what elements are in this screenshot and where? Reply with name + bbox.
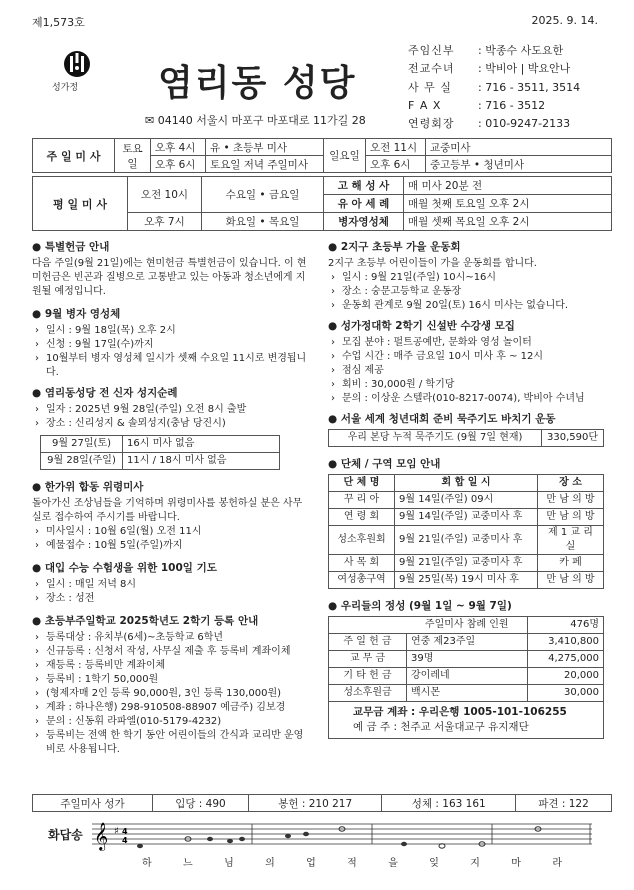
staff-role: 전교수녀 bbox=[408, 62, 455, 76]
section-text: 2지구 초등부 어린이들이 가을 운동회를 합니다. bbox=[328, 258, 537, 269]
address-text: 04140 서울시 마포구 마포대로 11가길 28 bbox=[157, 114, 366, 127]
staff-row: 사 무 실 : 716 - 3511, 3514 bbox=[408, 79, 580, 97]
infant-baptism-time: 매월 첫째 토요일 오후 2시 bbox=[404, 195, 612, 213]
table-cell: 9월 28일(주일) bbox=[41, 453, 123, 470]
table-header: 단 체 명 bbox=[329, 475, 395, 492]
sat-mass-1: 유 • 초등부 미사 bbox=[206, 139, 324, 156]
table-cell: 연중 제23주일 bbox=[407, 634, 528, 651]
list-item: › 미사일시 : 10월 6일(월) 오전 11시 bbox=[32, 525, 310, 539]
staff-list bbox=[408, 42, 580, 133]
table-cell: 만 남 의 방 bbox=[538, 572, 604, 589]
parish-logo bbox=[48, 50, 106, 106]
table-cell: 30,000 bbox=[528, 685, 604, 702]
table-cell: 9월 25일(목) 19시 미사 후 bbox=[395, 572, 538, 589]
list-item: › 계좌 : 하나은행) 298-910508-88907 예금주) 김보경 bbox=[32, 701, 310, 715]
list-item: › (형제자매 2인 등록 90,000원, 3인 등록 130,000원) bbox=[32, 687, 310, 701]
sick-communion-label: 병자영성체 bbox=[324, 213, 404, 231]
sun-mass-1: 교중미사 bbox=[426, 139, 612, 156]
section-title: ● 염리동성당 전 신자 성지순례 bbox=[32, 386, 310, 400]
table-cell: 만 남 의 방 bbox=[538, 509, 604, 526]
table-cell: 3,410,800 bbox=[528, 634, 604, 651]
list-item: › 모집 분야 : 펄트공예반, 문화와 영성 놀이터 bbox=[328, 336, 612, 350]
section-title: ● 단체 / 구역 모임 안내 bbox=[328, 457, 612, 471]
weekday-mass-table bbox=[32, 176, 612, 231]
table-row bbox=[329, 492, 604, 509]
lyric-syllable: 의 bbox=[265, 858, 275, 869]
sun-mass-1-time: 오전 11시 bbox=[366, 139, 426, 156]
sick-communion-time: 매월 셋째 목요일 오후 2시 bbox=[404, 213, 612, 231]
hymn-cell: 입당 : 490 bbox=[153, 795, 249, 812]
staff-role: 주임신부 bbox=[408, 44, 455, 57]
issue-number: 제1,573호 bbox=[32, 16, 85, 29]
section-title: ● 우리들의 정성 (9월 1일 ~ 9월 7일) bbox=[328, 599, 612, 613]
table-cell: 만 남 의 방 bbox=[538, 492, 604, 509]
holy-family-icon bbox=[48, 50, 106, 80]
staff-row: 주임신부 : 박종수 사도요한 bbox=[408, 42, 580, 60]
confession-label: 고 해 성 사 bbox=[324, 177, 404, 195]
weekday-2-time: 오후 7시 bbox=[128, 213, 202, 231]
table-header: 장 소 bbox=[538, 475, 604, 492]
list-item: › 장소 : 신리성지 & 솔뫼성지(충남 당진시) bbox=[32, 417, 310, 431]
table-cell: 교 무 금 bbox=[329, 651, 407, 668]
list-item: › 일자 : 2025년 9월 28일(주일) 오전 8시 출발 bbox=[32, 403, 310, 417]
section-title: ● 대입 수능 수험생을 위한 100일 기도 bbox=[32, 561, 310, 575]
table-row bbox=[329, 572, 604, 589]
logo-caption: 성가정 bbox=[52, 83, 79, 93]
lyric-syllable: 잊 bbox=[429, 858, 439, 869]
table-cell: 꾸 리 아 bbox=[329, 492, 395, 509]
confession-time: 매 미사 20분 전 bbox=[404, 177, 612, 195]
list-item: › 일시 : 9월 21일(주일) 10시~16시 bbox=[328, 271, 612, 285]
pilgrimage-table bbox=[40, 435, 280, 470]
lyric-syllable: 라 bbox=[552, 858, 562, 869]
list-item: › 등록비 : 1학기 50,000원 bbox=[32, 673, 310, 687]
section-title: ● 서울 세계 청년대회 준비 묵주기도 바치기 운동 bbox=[328, 412, 612, 426]
hymn-cell: 파견 : 122 bbox=[516, 795, 612, 812]
svg-text:4: 4 bbox=[122, 836, 128, 845]
saturday-label: 토요일 bbox=[115, 139, 151, 173]
sunday-mass-label: 주 일 미 사 bbox=[33, 139, 115, 173]
list-item: › 수업 시간 : 매주 금요일 10시 미사 후 ~ 12시 bbox=[328, 350, 612, 364]
right-column bbox=[328, 240, 612, 739]
list-item: › 운동회 관계로 9월 20일(토) 16시 미사는 없습니다. bbox=[328, 299, 612, 313]
list-item: › 예물접수 : 10월 5일(주일)까지 bbox=[32, 539, 310, 553]
hymn-cell: 봉헌 : 210 217 bbox=[248, 795, 382, 812]
parish-address bbox=[145, 112, 366, 128]
lyric-syllable: 마 bbox=[511, 858, 521, 869]
table-cell: 9월 21일(주일) 교중미사 후 bbox=[395, 555, 538, 572]
staff-row: F A X : 716 - 3512 bbox=[408, 97, 580, 115]
weekday-mass-label: 평 일 미 사 bbox=[33, 177, 128, 231]
list-item: › 일시 : 매일 저녁 8시 bbox=[32, 578, 310, 592]
hymn-cell: 성체 : 163 161 bbox=[382, 795, 516, 812]
table-cell: 여성총구역 bbox=[329, 572, 395, 589]
section-title: ● 한가위 합동 위령미사 bbox=[32, 480, 310, 494]
list-item: › 장소 : 숭문고등학교 운동장 bbox=[328, 285, 612, 299]
account-box bbox=[328, 702, 604, 739]
staff-value: 716 - 3512 bbox=[485, 98, 546, 112]
table-cell: 9월 21일(주일) 교중미사 후 bbox=[395, 526, 538, 555]
music-staff bbox=[92, 814, 592, 854]
infant-baptism-label: 유 아 세 례 bbox=[324, 195, 404, 213]
table-row bbox=[329, 634, 604, 651]
table-cell: 9월 27일(토) bbox=[41, 436, 123, 453]
section-title: ● 2지구 초등부 가을 운동회 bbox=[328, 240, 612, 254]
parish-title: 염리동 성당 bbox=[158, 63, 357, 104]
table-cell: 성소후원회 bbox=[329, 526, 395, 555]
table-cell: 16시 미사 없음 bbox=[123, 436, 280, 453]
table-cell: 연 령 회 bbox=[329, 509, 395, 526]
sat-mass-2: 토요일 저녁 주일미사 bbox=[206, 156, 324, 173]
table-header: 회 합 일 시 bbox=[395, 475, 538, 492]
lyric-syllable: 을 bbox=[388, 858, 398, 869]
account-holder: 예 금 주 : 천주교 서울대교구 유지재단 bbox=[353, 721, 529, 733]
rosary-label: 우리 본당 누적 묵주기도 (9월 7일 현재) bbox=[329, 430, 542, 447]
table-cell: 기 타 헌 금 bbox=[329, 668, 407, 685]
staff-role: F A X bbox=[408, 98, 442, 112]
attendance-count: 476명 bbox=[528, 617, 604, 634]
table-cell: 주 일 헌 금 bbox=[329, 634, 407, 651]
hymn-cell: 주일미사 성가 bbox=[33, 795, 153, 812]
list-item: › 문의 : 이상운 스텔라(010-8217-0074), 박비아 수녀님 bbox=[328, 392, 612, 406]
attendance-label: 주일미사 참례 인원 bbox=[407, 617, 528, 634]
rosary-count: 330,590단 bbox=[542, 430, 604, 447]
table-cell: 9월 14일(주일) 09시 bbox=[395, 492, 538, 509]
table-cell: 9월 14일(주일) 교중미사 후 bbox=[395, 509, 538, 526]
table-row bbox=[329, 651, 604, 668]
lyric-syllable: 느 bbox=[183, 858, 193, 869]
table-row bbox=[329, 526, 604, 555]
sun-mass-2-time: 오후 6시 bbox=[366, 156, 426, 173]
account-line: 교무금 계좌 : 우리은행 1005-101-106255 bbox=[353, 706, 567, 718]
table-row bbox=[329, 555, 604, 572]
issue-date: 2025. 9. 14. bbox=[531, 14, 598, 27]
list-item: › 등록비는 전액 한 학기 동안 어린이들의 간식과 교리반 운영비로 사용됩니다. bbox=[32, 729, 310, 757]
table-row bbox=[329, 509, 604, 526]
left-column bbox=[32, 240, 310, 757]
table-row bbox=[329, 668, 604, 685]
psalm-music bbox=[32, 814, 612, 874]
list-item: › 회비 : 30,000원 / 학기당 bbox=[328, 378, 612, 392]
list-item: › 재등록 : 등록비만 계좌이체 bbox=[32, 659, 310, 673]
section-title: ● 특별헌금 안내 bbox=[32, 240, 310, 254]
lyric-syllable: 님 bbox=[224, 858, 234, 869]
table-cell: 4,275,000 bbox=[528, 651, 604, 668]
list-item: › 신청 : 9월 17일(수)까지 bbox=[32, 338, 310, 352]
section-title: ● 9월 병자 영성체 bbox=[32, 307, 310, 321]
list-item: › 일시 : 9월 18일(목) 오후 2시 bbox=[32, 324, 310, 338]
table-cell: 성소후원금 bbox=[329, 685, 407, 702]
lyric-syllable: 업 bbox=[306, 858, 316, 869]
section-text: 돌아가신 조상님들을 기억하며 위령미사를 봉헌하실 분은 사무실로 접수하여 주시기를 바랍니다. bbox=[32, 498, 303, 523]
staff-value: 박종수 사도요한 bbox=[485, 44, 564, 57]
sun-mass-2: 중고등부 • 청년미사 bbox=[426, 156, 612, 173]
table-cell: 사 목 회 bbox=[329, 555, 395, 572]
offering-table bbox=[328, 616, 604, 702]
list-item: › 문의 : 신동휘 라파엘(010-5179-4232) bbox=[32, 715, 310, 729]
weekday-1-time: 오전 10시 bbox=[128, 177, 202, 213]
table-cell: 백시몬 bbox=[407, 685, 528, 702]
weekday-2-days: 화요일 • 목요일 bbox=[202, 213, 324, 231]
sunday-mass-table bbox=[32, 138, 612, 173]
staff-row: 전교수녀 : 박비아 | 박요안나 bbox=[408, 60, 580, 78]
list-item: › 장소 : 성전 bbox=[32, 592, 310, 606]
table-cell: 제 1 교 리 실 bbox=[538, 526, 604, 555]
table-cell: 39명 bbox=[407, 651, 528, 668]
rosary-table bbox=[328, 429, 604, 447]
list-item: › 10월부터 병자 영성체 일시가 셋째 수요일 11시로 변경됩니다. bbox=[32, 352, 310, 380]
sat-mass-1-time: 오후 4시 bbox=[151, 139, 206, 156]
meeting-table bbox=[328, 474, 604, 589]
lyric-syllable: 하 bbox=[142, 858, 152, 869]
sat-mass-2-time: 오후 6시 bbox=[151, 156, 206, 173]
section-text: 다음 주일(9월 21일)에는 현미헌금 특별헌금이 있습니다. 이 현미헌금은 빈곤과 질병으로 고통받고 있는 아동과 청소년에게 지원될 예정입니다. bbox=[32, 258, 307, 297]
list-item: › 점심 제공 bbox=[328, 364, 612, 378]
list-item: › 신규등록 : 신청서 작성, 사무실 제출 후 등록비 계좌이체 bbox=[32, 645, 310, 659]
table-cell: 20,000 bbox=[528, 668, 604, 685]
treble-clef-icon: 𝄞 bbox=[94, 822, 109, 850]
sunday-label: 일요일 bbox=[324, 139, 366, 173]
psalm-label: 화답송 bbox=[48, 828, 83, 842]
lyric-syllable: 지 bbox=[470, 858, 480, 869]
table-cell: 카 페 bbox=[538, 555, 604, 572]
table-row bbox=[329, 685, 604, 702]
staff-value: 716 - 3511, 3514 bbox=[485, 80, 581, 94]
hymn-bar bbox=[32, 794, 612, 812]
staff-row: 연령회장 : 010-9247-2133 bbox=[408, 115, 580, 133]
table-cell: 11시 / 18시 미사 없음 bbox=[123, 453, 280, 470]
section-title: ● 초등부주일학교 2025학년도 2학기 등록 안내 bbox=[32, 614, 310, 628]
lyrics bbox=[142, 854, 562, 869]
svg-text:4: 4 bbox=[122, 827, 128, 836]
section-title: ● 성가정대학 2학기 신설반 수강생 모집 bbox=[328, 319, 612, 333]
svg-text:♯: ♯ bbox=[114, 826, 119, 837]
staff-value: 010-9247-2133 bbox=[485, 117, 571, 131]
staff-role: 연령회장 bbox=[408, 117, 455, 131]
mail-icon: ✉ bbox=[145, 114, 158, 127]
list-item: › 등록대상 : 유치부(6세)~초등학교 6학년 bbox=[32, 631, 310, 645]
staff-role: 사 무 실 bbox=[408, 80, 452, 94]
weekday-1-days: 수요일 • 금요일 bbox=[202, 177, 324, 213]
lyric-syllable: 적 bbox=[347, 858, 357, 869]
staff-value: 박비아 | 박요안나 bbox=[485, 62, 571, 76]
table-cell: 강이레네 bbox=[407, 668, 528, 685]
